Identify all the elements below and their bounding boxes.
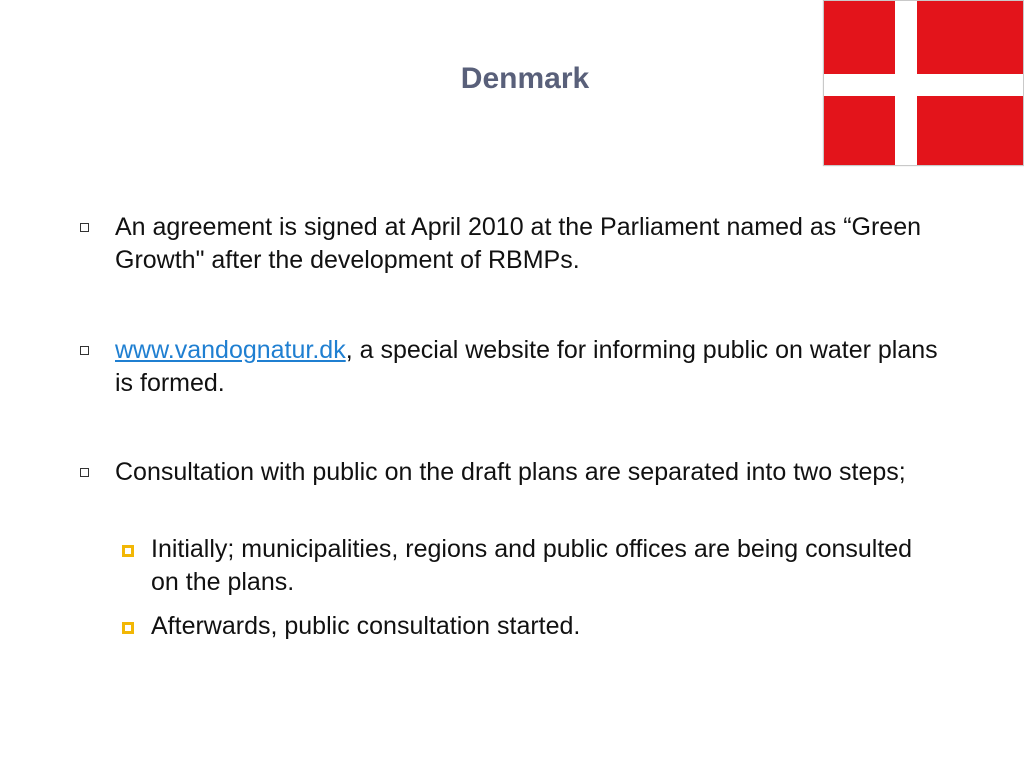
sub-bullet-text: Initially; municipalities, regions and public offices are being consulted on the plans. <box>151 535 913 596</box>
square-bullet-icon <box>80 346 89 355</box>
website-description: , a special website for informing public on water plans is formed. <box>115 336 938 397</box>
bullet-text: An agreement is signed at April 2010 at the Parliament named as “Green Growth" after the development of RBMPs. <box>115 213 922 274</box>
square-bullet-icon <box>80 468 89 477</box>
square-bullet-icon <box>80 223 89 232</box>
website-link[interactable]: www.vandognatur.dk <box>115 336 346 364</box>
square-sub-bullet-icon <box>122 622 134 634</box>
sub-bullet-text: Afterwards, public consultation started. <box>151 612 581 640</box>
bullet-text <box>115 334 960 400</box>
bullet-item-agreement <box>80 211 960 277</box>
slide-title: Denmark <box>460 62 590 95</box>
sub-bullet-item-afterwards <box>122 610 922 643</box>
flag-cross-horizontal <box>824 74 1023 96</box>
denmark-flag <box>823 0 1024 166</box>
bullet-item-consultation <box>80 456 960 489</box>
bullet-text: Consultation with public on the draft plans are separated into two steps; <box>115 458 906 486</box>
sub-bullet-item-initially <box>122 533 922 599</box>
bullet-item-website <box>80 334 960 400</box>
square-sub-bullet-icon <box>122 545 134 557</box>
